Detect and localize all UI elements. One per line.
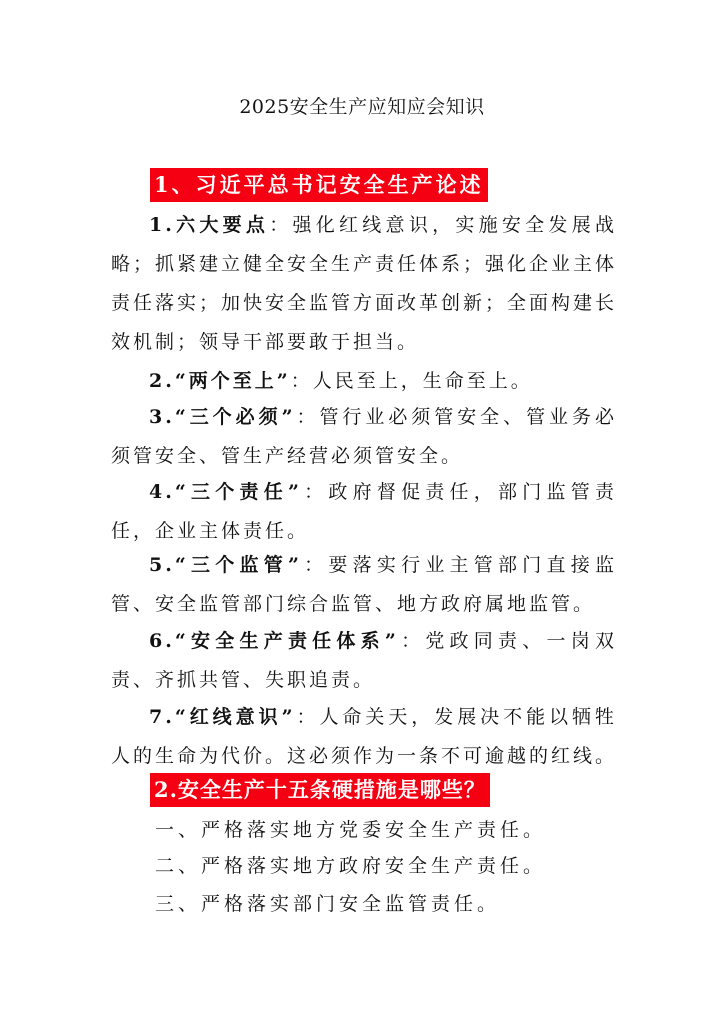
point-label: 1.六大要点: [149, 214, 270, 236]
paragraph-point-7: [111, 698, 617, 776]
point-text: 强化红线意识，实施安全发展战略；抓紧建立健全安全生产责任体系；强化企业主体责任落实；加快安全监管方面改革创新；全面构建长效机制；领导干部要敢于担当。: [111, 214, 618, 353]
point-text: 人民至上，生命至上。: [312, 370, 533, 392]
point-separator: ：: [290, 370, 313, 392]
point-label: 2.“两个至上”: [149, 370, 291, 392]
point-text: 政府督促责任，部门监管责任，企业主体责任。: [111, 481, 617, 542]
section-heading-2: 2.安全生产十五条硬措施是哪些？: [150, 773, 490, 807]
point-separator: ：: [295, 706, 320, 728]
document-title: 2025安全生产应知应会知识: [239, 96, 485, 118]
section-heading-1: 1、习近平总书记安全生产论述: [150, 168, 488, 202]
list-item: 三、严格落实部门安全监管责任。: [155, 893, 501, 915]
paragraph-point-3: [111, 398, 617, 476]
point-separator: ：: [301, 481, 329, 503]
paragraph-point-4: [111, 473, 617, 551]
list-item: 一、严格落实地方党委安全生产责任。: [155, 819, 547, 841]
point-text: 党政同责、一岗双责、齐抓共管、失职追责。: [111, 630, 617, 691]
point-text: 人命关天，发展决不能以牺牲人的生命为代价。这必须作为一条不可逾越的红线。: [111, 706, 618, 767]
point-label: 7.“红线意识”: [149, 706, 296, 728]
paragraph-point-2: [111, 362, 617, 401]
point-label: 6.“安全生产责任体系”: [149, 630, 399, 652]
point-label: 5.“三个监管”: [149, 554, 302, 576]
point-separator: ：: [295, 406, 320, 428]
point-label: 4.“三个责任”: [149, 481, 302, 503]
list-item: 二、严格落实地方政府安全生产责任。: [155, 855, 547, 877]
paragraph-point-1: [111, 206, 617, 362]
point-label: 3.“三个必须”: [149, 406, 296, 428]
paragraph-point-5: [111, 546, 617, 624]
point-separator: ：: [398, 630, 426, 652]
point-text: 要落实行业主管部门直接监管、安全监管部门综合监管、地方政府属地监管。: [111, 554, 617, 615]
point-text: 管行业必须管安全、管业务必须管安全、管生产经营必须管安全。: [111, 406, 617, 467]
point-separator: ：: [269, 214, 293, 236]
point-separator: ：: [301, 554, 329, 576]
paragraph-point-6: [111, 622, 617, 700]
